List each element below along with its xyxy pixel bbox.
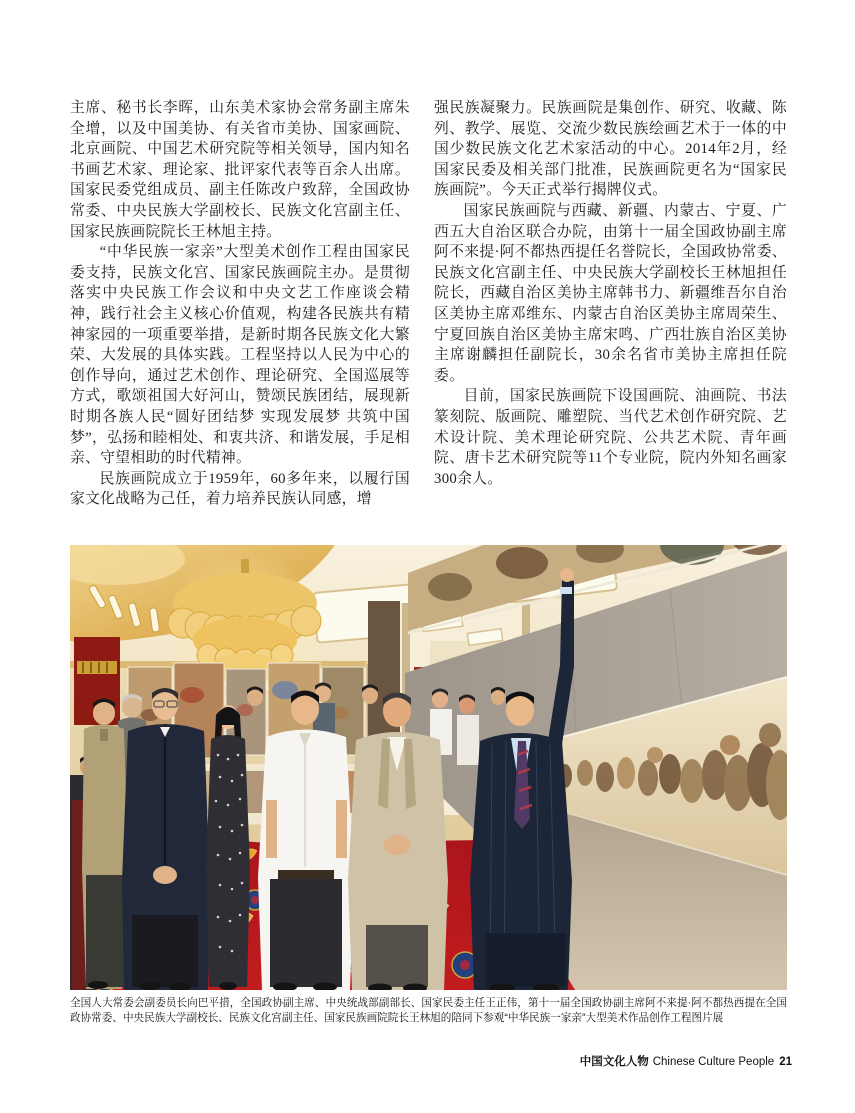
person-white-shirt [258, 691, 354, 991]
person-woman [206, 705, 250, 987]
photo-caption: 全国人大常委会副委员长向巴平措，全国政协副主席、中央统战部副部长、国家民委主任王正伟，第十一届全国政协副主席阿不来提·阿不都热西提在全国政协常委、中央民族大学副校长、民族文化宫副主任、国家民族画院院长王林旭的陪同下参观“中华民族一家亲”大型美术作品创作工程图片展 [70, 997, 787, 1024]
page-number: 21 [779, 1056, 792, 1068]
journal-name-en: Chinese Culture People [652, 1056, 775, 1068]
photo-illustration [70, 545, 787, 990]
article-right-column [434, 98, 787, 510]
journal-name-cn: 中国文化人物 [579, 1056, 649, 1068]
paragraph: 目前，国家民族画院下设国画院、油画院、书法篆刻院、版画院、雕塑院、当代艺术创作研究院、艺术设计院、美术理论研究院、公共艺术院、青年画院、唐卡艺术研究院等11个专业院，院内外知名画家300余人。 [434, 388, 787, 487]
exhibition-photo [70, 545, 787, 990]
paragraph: 主席、秘书长李晖，山东美术家协会常务副主席朱全增，以及中国美协、有关省市美协、国家画院、北京画院、中国艺术研究院等相关领导，国内知名书画艺术家、理论家、批评家代表等百余人出席。国家民委党组成员、副主任陈改户致辞，全国政协常委、中央民族大学副校长、民族文化宫副主任、国家民族画院院长王林旭主持。 [70, 100, 410, 240]
page-footer [580, 1053, 792, 1069]
person-khaki [82, 699, 128, 990]
paragraph: “中华民族一家亲”大型美术创作工程由国家民委支持，民族文化宫、国家民族画院主办。是贯彻落实中央民族工作会议和中央文艺工作座谈会精神，践行社会主义核心价值观，构建各民族共有精神家园的一项重要举措，是新时期各民族文化大繁荣、大发展的具体实践。工程坚持以人民为中心的创作导向，通过艺术创作、理论研究、全国巡展等方式，歌颂祖国大好河山，赞颂民族团结，展现新时期各族人民“圆好团结梦 实现发展梦 共筑中国梦”，弘扬和睦相处、和衷共济、和谐发展，手足相亲、守望相助的时代精神。 [70, 244, 410, 467]
paragraph: 国家民族画院与西藏、新疆、内蒙古、宁夏、广西五大自治区联合办院，由第十一届全国政协副主席阿不来提·阿不都热西提任名誉院长，全国政协常委、民族文化宫副主任、中央民族大学副校长王林旭担任院长，西藏自治区美协主席韩书力、新疆维吾尔自治区美协主席邓维东、内蒙古自治区美协主席周荣生、宁夏回族自治区美协主席宋鸣、广西壮族自治区美协主席谢麟担任副院长，30余名省市美协主席担任院委。 [434, 202, 787, 384]
paragraph: 民族画院成立于1959年，60多年来，以履行国家文化战略为己任，着力培养民族认同感，增 [70, 470, 410, 508]
article-body [70, 98, 787, 510]
article-left-column [70, 98, 410, 510]
paragraph: 强民族凝聚力。民族画院是集创作、研究、收藏、陈列、教学、展览、交流少数民族绘画艺术于一体的中国少数民族文化艺术家活动的中心。2014年2月，经国家民委及相关部门批准，民族画院更名为“国家民族画院”。今天正式举行揭牌仪式。 [434, 100, 787, 199]
person-navy-elder [122, 688, 210, 990]
